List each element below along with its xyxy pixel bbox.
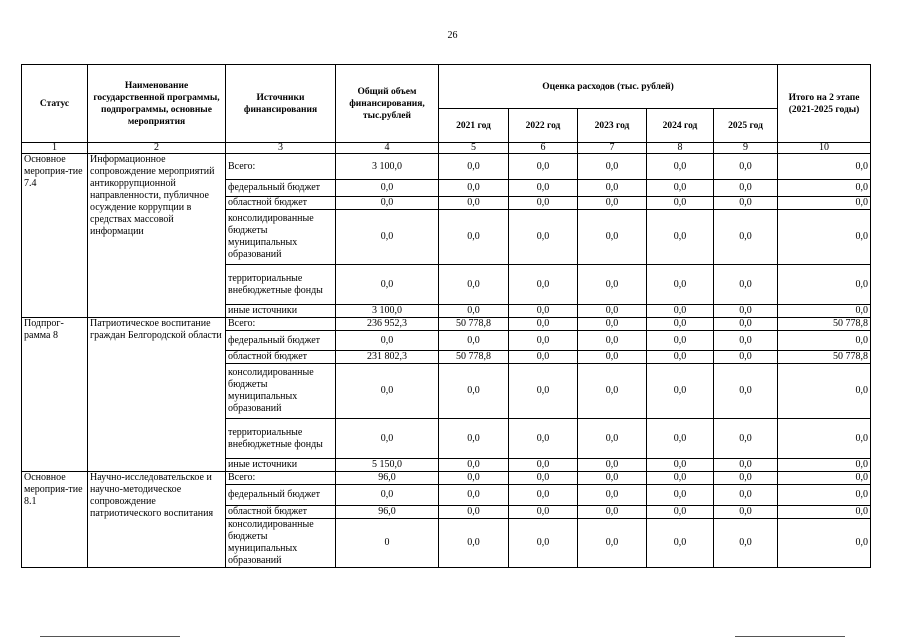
year-2022-cell: 0,0 [509,364,578,419]
year-2021-cell: 0,0 [439,305,509,318]
status-cell: Основное мероприя-тие 7.4 [22,154,88,318]
year-2021-cell: 50 778,8 [439,318,509,331]
year-2023-cell: 0,0 [578,180,647,197]
year-2025-cell: 0,0 [714,305,778,318]
funding-source-cell: Всего: [226,472,336,485]
table-row [22,472,871,485]
year-2025-cell: 0,0 [714,419,778,459]
column-number: 9 [714,143,778,154]
year-2024-cell: 0,0 [647,331,714,351]
header-name: Наименование государственной программы, подпрограммы, основные мероприятия [88,65,226,143]
column-number: 6 [509,143,578,154]
stage-total-cell: 0,0 [778,180,871,197]
scan-edge-mark [40,636,180,637]
year-2024-cell: 0,0 [647,506,714,519]
header-stage-total: Итого на 2 этапе (2021-2025 годы) [778,65,871,143]
program-name-cell: Информационное сопровождение мероприятий антикоррупционной направленности, публичное осуждение коррупции в средствах массовой информации [88,154,226,318]
year-2022-cell: 0,0 [509,331,578,351]
status-cell: Основное мероприя-тие 8.1 [22,472,88,568]
header-year-2021: 2021 год [439,109,509,143]
year-2021-cell: 0,0 [439,419,509,459]
header-total-volume: Общий объем финансирования, тыс.рублей [336,65,439,143]
table-row [22,154,871,180]
year-2024-cell: 0,0 [647,305,714,318]
year-2021-cell: 0,0 [439,154,509,180]
year-2022-cell: 0,0 [509,180,578,197]
stage-total-cell: 0,0 [778,265,871,305]
column-number: 3 [226,143,336,154]
header-estimate: Оценка расходов (тыс. рублей) [439,65,778,109]
total-volume-cell: 0,0 [336,197,439,210]
header-status: Статус [22,65,88,143]
year-2025-cell: 0,0 [714,485,778,506]
year-2024-cell: 0,0 [647,351,714,364]
scan-edge-mark [735,636,845,637]
year-2022-cell: 0,0 [509,265,578,305]
funding-source-cell: Всего: [226,318,336,331]
status-cell: Подпрог-рамма 8 [22,318,88,472]
header-year-2025: 2025 год [714,109,778,143]
year-2025-cell: 0,0 [714,459,778,472]
year-2025-cell: 0,0 [714,318,778,331]
funding-source-cell: иные источники [226,305,336,318]
year-2025-cell: 0,0 [714,180,778,197]
year-2022-cell: 0,0 [509,305,578,318]
program-name-cell: Патриотическое воспитание граждан Белгородской области [88,318,226,472]
funding-source-cell: федеральный бюджет [226,485,336,506]
funding-source-cell: областной бюджет [226,351,336,364]
program-name-cell: Научно-исследовательское и научно-методическое сопровождение патриотического воспитания [88,472,226,568]
year-2023-cell: 0,0 [578,351,647,364]
total-volume-cell: 236 952,3 [336,318,439,331]
year-2022-cell: 0,0 [509,419,578,459]
column-number: 8 [647,143,714,154]
year-2023-cell: 0,0 [578,364,647,419]
stage-total-cell: 0,0 [778,197,871,210]
header-year-2024: 2024 год [647,109,714,143]
total-volume-cell: 0,0 [336,180,439,197]
year-2023-cell: 0,0 [578,506,647,519]
funding-source-cell: федеральный бюджет [226,331,336,351]
year-2021-cell: 0,0 [439,485,509,506]
year-2025-cell: 0,0 [714,364,778,419]
stage-total-cell: 0,0 [778,305,871,318]
year-2025-cell: 0,0 [714,154,778,180]
header-year-2023: 2023 год [578,109,647,143]
year-2021-cell: 0,0 [439,472,509,485]
year-2024-cell: 0,0 [647,459,714,472]
stage-total-cell: 50 778,8 [778,318,871,331]
year-2022-cell: 0,0 [509,506,578,519]
funding-source-cell: консолидированные бюджеты муниципальных образований [226,364,336,419]
header-source: Источники финансирования [226,65,336,143]
total-volume-cell: 0,0 [336,485,439,506]
column-number: 10 [778,143,871,154]
year-2025-cell: 0,0 [714,351,778,364]
funding-source-cell: иные источники [226,459,336,472]
year-2022-cell: 0,0 [509,459,578,472]
budget-table [21,64,871,568]
funding-source-cell: областной бюджет [226,197,336,210]
year-2024-cell: 0,0 [647,472,714,485]
year-2023-cell: 0,0 [578,485,647,506]
stage-total-cell: 0,0 [778,485,871,506]
total-volume-cell: 5 150,0 [336,459,439,472]
table-row [22,318,871,331]
year-2024-cell: 0,0 [647,154,714,180]
year-2021-cell: 0,0 [439,364,509,419]
column-number: 4 [336,143,439,154]
year-2022-cell: 0,0 [509,154,578,180]
total-volume-cell: 0,0 [336,364,439,419]
year-2025-cell: 0,0 [714,472,778,485]
year-2024-cell: 0,0 [647,419,714,459]
year-2023-cell: 0,0 [578,305,647,318]
stage-total-cell: 0,0 [778,519,871,568]
year-2025-cell: 0,0 [714,331,778,351]
total-volume-cell: 96,0 [336,506,439,519]
year-2022-cell: 0,0 [509,472,578,485]
year-2024-cell: 0,0 [647,265,714,305]
total-volume-cell: 0,0 [336,265,439,305]
column-number: 7 [578,143,647,154]
year-2021-cell: 0,0 [439,331,509,351]
year-2022-cell: 0,0 [509,351,578,364]
stage-total-cell: 0,0 [778,154,871,180]
stage-total-cell: 0,0 [778,472,871,485]
year-2021-cell: 0,0 [439,180,509,197]
year-2021-cell: 0,0 [439,519,509,568]
year-2021-cell: 0,0 [439,197,509,210]
table-body [22,154,871,568]
funding-source-cell: консолидированные бюджеты муниципальных образований [226,210,336,265]
table-header [22,65,871,154]
year-2023-cell: 0,0 [578,154,647,180]
year-2024-cell: 0,0 [647,485,714,506]
column-number: 1 [22,143,88,154]
year-2021-cell: 0,0 [439,506,509,519]
year-2021-cell: 0,0 [439,265,509,305]
funding-source-cell: федеральный бюджет [226,180,336,197]
year-2023-cell: 0,0 [578,318,647,331]
funding-source-cell: территориальные внебюджетные фонды [226,419,336,459]
total-volume-cell: 0,0 [336,419,439,459]
stage-total-cell: 0,0 [778,210,871,265]
year-2024-cell: 0,0 [647,180,714,197]
year-2023-cell: 0,0 [578,265,647,305]
year-2021-cell: 0,0 [439,459,509,472]
year-2023-cell: 0,0 [578,459,647,472]
year-2023-cell: 0,0 [578,331,647,351]
stage-total-cell: 50 778,8 [778,351,871,364]
funding-source-cell: территориальные внебюджетные фонды [226,265,336,305]
year-2025-cell: 0,0 [714,265,778,305]
year-2023-cell: 0,0 [578,210,647,265]
stage-total-cell: 0,0 [778,364,871,419]
header-year-2022: 2022 год [509,109,578,143]
year-2024-cell: 0,0 [647,519,714,568]
year-2023-cell: 0,0 [578,197,647,210]
year-2024-cell: 0,0 [647,197,714,210]
total-volume-cell: 231 802,3 [336,351,439,364]
year-2024-cell: 0,0 [647,364,714,419]
stage-total-cell: 0,0 [778,506,871,519]
year-2021-cell: 50 778,8 [439,351,509,364]
funding-source-cell: областной бюджет [226,506,336,519]
column-number: 2 [88,143,226,154]
page-number: 26 [447,30,458,41]
year-2022-cell: 0,0 [509,197,578,210]
year-2025-cell: 0,0 [714,506,778,519]
year-2025-cell: 0,0 [714,210,778,265]
year-2022-cell: 0,0 [509,318,578,331]
total-volume-cell: 96,0 [336,472,439,485]
total-volume-cell: 0,0 [336,210,439,265]
total-volume-cell: 3 100,0 [336,154,439,180]
year-2025-cell: 0,0 [714,519,778,568]
stage-total-cell: 0,0 [778,419,871,459]
year-2021-cell: 0,0 [439,210,509,265]
column-number-row [22,143,871,154]
total-volume-cell: 0,0 [336,331,439,351]
year-2022-cell: 0,0 [509,485,578,506]
stage-total-cell: 0,0 [778,331,871,351]
year-2022-cell: 0,0 [509,210,578,265]
stage-total-cell: 0,0 [778,459,871,472]
year-2023-cell: 0,0 [578,419,647,459]
total-volume-cell: 3 100,0 [336,305,439,318]
year-2022-cell: 0,0 [509,519,578,568]
year-2023-cell: 0,0 [578,472,647,485]
year-2023-cell: 0,0 [578,519,647,568]
total-volume-cell: 0 [336,519,439,568]
year-2024-cell: 0,0 [647,318,714,331]
year-2024-cell: 0,0 [647,210,714,265]
funding-source-cell: Всего: [226,154,336,180]
column-number: 5 [439,143,509,154]
funding-source-cell: консолидированные бюджеты муниципальных образований [226,519,336,568]
year-2025-cell: 0,0 [714,197,778,210]
